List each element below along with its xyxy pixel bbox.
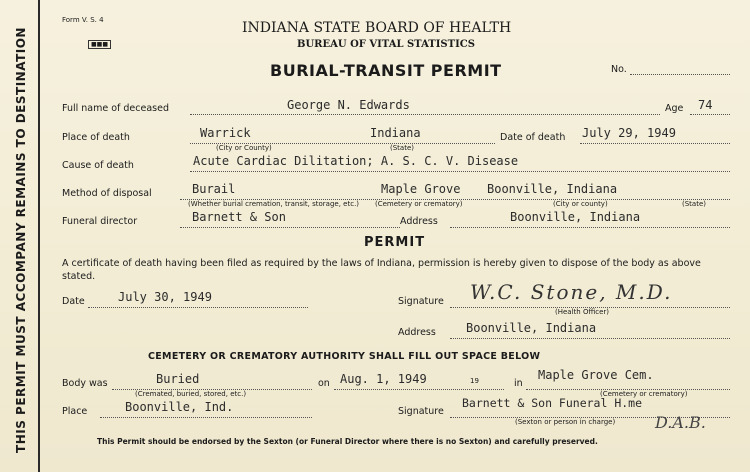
date-of-death-value: July 29, 1949 [582,126,676,140]
in-label: in [514,378,523,389]
board-name: INDIANA STATE BOARD OF HEALTH [242,20,512,36]
sexton-initials: D.A.B. [655,413,706,432]
cause-of-death-label: Cause of death [62,160,134,171]
permit-address-value: Boonville, Indiana [466,321,597,335]
printer-seal-icon: ■■■ [88,40,111,49]
form-number: Form V. S. 4 [62,16,104,24]
permit-signature-label: Signature [398,296,444,307]
on-line [334,389,504,390]
cemetery-city-value: Boonville, Indiana [487,182,618,196]
age-label: Age [665,103,684,114]
permit-statement: A certificate of death having been filed as required by the laws of Indiana, permission is hereby given to dispose of the body as above stated. [62,258,701,282]
side-notice-text: THIS PERMIT MUST ACCOMPANY REMAINS TO DESTINATION [14,27,29,453]
permit-address-label: Address [398,327,436,338]
health-officer-caption: (Health Officer) [555,308,609,316]
in-place-caption: (Cemetery or crematory) [600,390,688,398]
permit-date-value: July 30, 1949 [118,290,212,304]
body-was-value: Buried [156,372,200,386]
place-of-death-label: Place of death [62,132,130,143]
sexton-signature-value: Barnett & Son Funeral H.me [462,396,643,410]
body-was-caption: (Cremated, buried, stored, etc.) [135,390,247,398]
permit-date-label: Date [62,296,85,307]
director-line [180,227,400,228]
permit-number-line [630,74,730,75]
director-address-label: Address [400,216,438,227]
sexton-signature-label: Signature [398,406,444,417]
cause-line [190,171,730,172]
place-city-value: Warrick [200,126,251,140]
place-city-caption: (City or County) [216,144,272,152]
cause-of-death-value: Acute Cardiac Dilitation; A. S. C. V. Disease [193,154,519,168]
side-notice [4,20,38,460]
permit-number-label: No. [611,64,627,75]
sexton-caption: (Sexton or person in charge) [515,418,616,426]
cemetery-caption: (Cemetery or crematory) [375,200,463,208]
funeral-director-value: Barnett & Son [192,210,286,224]
permit-title: BURIAL-TRANSIT PERMIT [270,61,502,80]
method-value: Burail [192,182,236,196]
age-value: 74 [698,98,713,112]
director-address-value: Boonville, Indiana [510,210,641,224]
body-was-label: Body was [62,378,108,389]
cemetery-state-caption: (State) [682,200,706,208]
full-name-label: Full name of deceased [62,103,169,114]
burial-place-line [100,417,312,418]
on-date-value: Aug. 1, 1949 [340,372,427,386]
cemetery-section-heading: CEMETERY OR CREMATORY AUTHORITY SHALL FILL OUT SPACE BELOW [148,351,541,362]
date-of-death-label: Date of death [500,132,566,143]
place-state-value: Indiana [370,126,421,140]
full-name-line [190,114,660,115]
cemetery-value: Maple Grove [381,182,461,196]
burial-place-value: Boonville, Ind. [125,400,234,414]
permit-heading: PERMIT [364,235,426,250]
funeral-director-label: Funeral director [62,216,138,227]
method-caption: (Whether burial cremation, transit, storage, etc.) [188,200,360,208]
date-of-death-line [580,143,730,144]
year-prefix: 19 [470,377,479,385]
permit-address-line [450,338,730,339]
burial-place-label: Place [62,406,88,417]
footer-note: This Permit should be endorsed by the Sexton (or Funeral Director where there is no Sexton) and carefully preserved. [97,437,598,446]
in-place-value: Maple Grove Cem. [538,368,654,382]
permit-date-line [88,307,308,308]
on-label: on [318,378,330,389]
method-label: Method of disposal [62,188,152,199]
place-state-caption: (State) [390,144,414,152]
director-address-line [450,227,730,228]
age-line [690,114,730,115]
bureau-name: BUREAU OF VITAL STATISTICS [297,39,475,50]
side-rule [38,0,40,472]
cemetery-city-caption: (City or county) [553,200,608,208]
health-officer-signature: W.C. Stone, M.D. [470,280,673,304]
full-name-value: George N. Edwards [287,98,410,112]
